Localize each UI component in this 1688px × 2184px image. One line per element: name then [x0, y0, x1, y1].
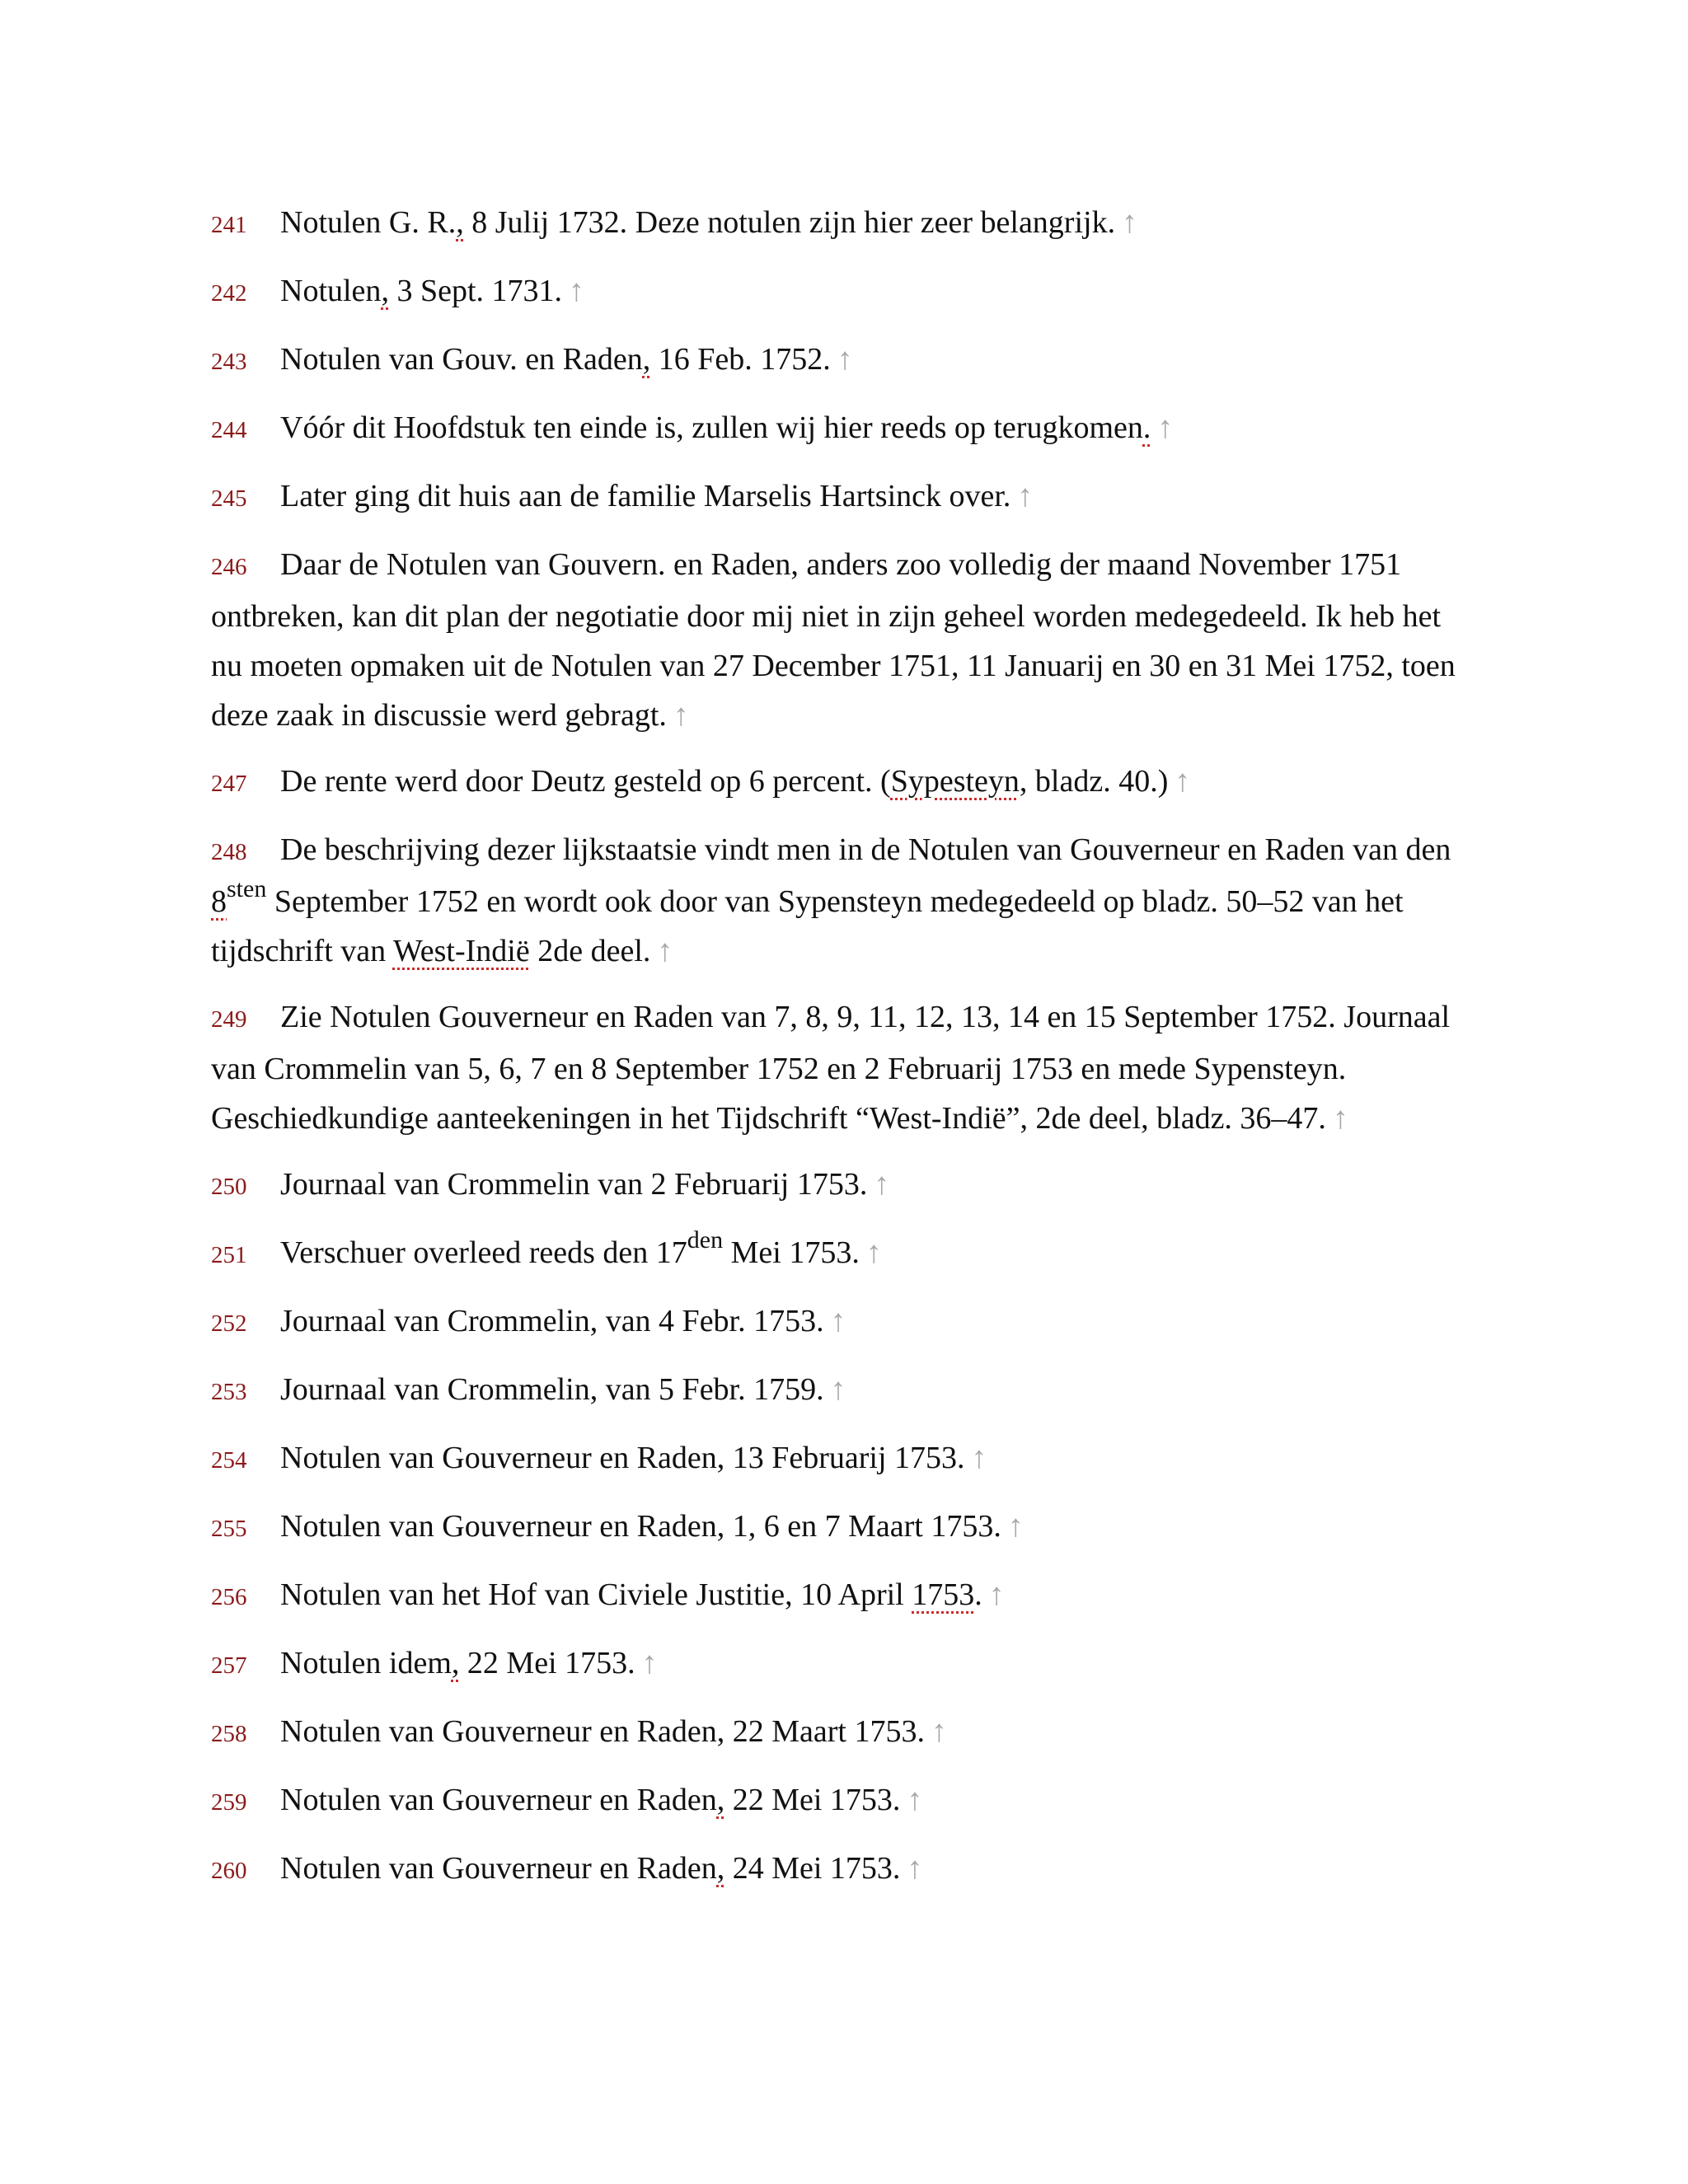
footnote-text: . [974, 1577, 982, 1612]
footnote-number-link[interactable]: 253 [211, 1379, 247, 1405]
footnote-text: De rente werd door Deutz gesteld op 6 percent. ( [280, 764, 891, 799]
footnote-text: Notulen G. R. [280, 205, 457, 240]
footnote [211, 403, 1464, 455]
back-arrow-icon[interactable]: ↑ [1122, 205, 1138, 240]
footnote-text: Zie Notulen Gouverneur en Raden van 7, 8, 9, 11, 12, 13, 14 en 15 September 1752. Journaal van Crommelin van 5, 6, 7 en 8 September 1752 en 2 Februarij 1753 en mede Sypensteyn. Geschiedkundige aanteekeningen in het Tijdschrift “West-Indië”, 2de deel, bladz. 36–47. [211, 1000, 1451, 1136]
back-arrow-icon[interactable]: ↑ [865, 1235, 882, 1270]
footnote-text: Notulen [280, 274, 382, 308]
superscript-text: den [687, 1226, 724, 1254]
footnote [211, 1365, 1464, 1417]
back-arrow-icon[interactable]: ↑ [907, 1851, 923, 1886]
footnote-text: Notulen van Gouverneur en Raden, 22 Maart 1753. [280, 1714, 925, 1749]
back-arrow-icon[interactable]: ↑ [931, 1714, 947, 1749]
footnote-text: Mei 1753. [723, 1235, 860, 1270]
footnote [211, 471, 1464, 523]
marked-text: Sypesteyn [890, 764, 1020, 799]
footnote-text: Journaal van Crommelin van 2 Februarij 1753. [280, 1167, 868, 1202]
footnote [211, 1707, 1464, 1759]
footnote [211, 198, 1464, 250]
footnote-number-link[interactable]: 242 [211, 280, 247, 307]
footnote [211, 540, 1464, 740]
footnote-number-link[interactable]: 241 [211, 212, 247, 238]
footnote-text: , bladz. 40.) [1019, 764, 1169, 799]
footnote [211, 1844, 1464, 1896]
back-arrow-icon[interactable]: ↑ [837, 342, 853, 377]
footnote-number-link[interactable]: 254 [211, 1447, 247, 1474]
footnote [211, 1775, 1464, 1827]
footnote-text: De beschrijving dezer lijkstaatsie vindt men in de Notulen van Gouverneur en Raden van den [280, 832, 1451, 867]
back-arrow-icon[interactable]: ↑ [1332, 1101, 1348, 1136]
footnote-text: Notulen idem [280, 1646, 452, 1680]
footnote-text: Notulen van Gouverneur en Raden [280, 1783, 717, 1817]
footnote [211, 1433, 1464, 1485]
footnote-text: Notulen van Gouverneur en Raden, 1, 6 en 7 Maart 1753. [280, 1509, 1001, 1544]
back-arrow-icon[interactable]: ↑ [971, 1441, 987, 1475]
footnote-text: 16 Feb. 1752. [650, 342, 831, 377]
footnote-number-link[interactable]: 260 [211, 1858, 247, 1884]
back-arrow-icon[interactable]: ↑ [830, 1372, 846, 1407]
marked-text: 1753 [912, 1577, 975, 1612]
footnote [211, 1502, 1464, 1554]
footnote-number-link[interactable]: 245 [211, 485, 247, 512]
marked-text: , [716, 1783, 725, 1817]
footnote-number-link[interactable]: 255 [211, 1516, 247, 1542]
footnote-number-link[interactable]: 257 [211, 1652, 247, 1679]
footnote-number-link[interactable]: 259 [211, 1789, 247, 1816]
footnote-text: Daar de Notulen van Gouvern. en Raden, anders zoo volledig der maand November 1751 ontbreken, kan dit plan der negotiatie door mij niet in zijn geheel worden medegedeeld. Ik heb het nu moeten opmaken uit de Notulen van 27 December 1751, 11 Januarij en 30 en 31 Mei 1752, toen deze zaak in discussie werd gebragt. [211, 547, 1456, 733]
footnote [211, 335, 1464, 387]
footnote-number-link[interactable]: 249 [211, 1006, 247, 1033]
footnote-number-link[interactable]: 244 [211, 417, 247, 443]
marked-text: , [642, 342, 651, 377]
marked-text: West-Indië [392, 934, 530, 968]
footnote-number-link[interactable]: 246 [211, 554, 247, 580]
footnote-text: Vóór dit Hoofdstuk ten einde is, zullen wij hier reeds op terugkomen [280, 410, 1143, 445]
footnote-text: September 1752 en wordt ook door van Sypensteyn medegedeeld op bladz. 50–52 van het tijdschrift van [211, 884, 1404, 968]
footnote [211, 1638, 1464, 1690]
footnote-list [211, 198, 1464, 1912]
back-arrow-icon[interactable]: ↑ [569, 274, 584, 308]
footnote-text: Notulen van Gouverneur en Raden, 13 Februarij 1753. [280, 1441, 965, 1475]
footnote-number-link[interactable]: 250 [211, 1174, 247, 1200]
back-arrow-icon[interactable]: ↑ [988, 1577, 1005, 1612]
footnote-text: 3 Sept. 1731. [388, 274, 562, 308]
back-arrow-icon[interactable]: ↑ [1157, 410, 1174, 445]
marked-text: 8 [211, 884, 227, 919]
footnote-number-link[interactable]: 252 [211, 1310, 247, 1337]
footnote [211, 1296, 1464, 1348]
footnote-text: 8 Julij 1732. Deze notulen zijn hier zeer belangrijk. [463, 205, 1116, 240]
footnote-text: Journaal van Crommelin, van 5 Febr. 1759. [280, 1372, 824, 1407]
footnote [211, 825, 1464, 976]
footnote [211, 992, 1464, 1143]
footnote-text: Later ging dit huis aan de familie Marselis Hartsinck over. [280, 479, 1011, 513]
footnote-text: 22 Mei 1753. [724, 1783, 901, 1817]
superscript-text: sten [227, 875, 267, 902]
footnote-number-link[interactable]: 251 [211, 1242, 247, 1268]
footnote-number-link[interactable]: 247 [211, 771, 247, 797]
back-arrow-icon[interactable]: ↑ [1175, 764, 1191, 799]
footnote [211, 757, 1464, 808]
back-arrow-icon[interactable]: ↑ [657, 934, 673, 968]
footnote-text: 22 Mei 1753. [459, 1646, 635, 1680]
back-arrow-icon[interactable]: ↑ [874, 1167, 890, 1202]
back-arrow-icon[interactable]: ↑ [907, 1783, 923, 1817]
marked-text: , [716, 1851, 725, 1886]
footnote [211, 1570, 1464, 1622]
back-arrow-icon[interactable]: ↑ [1007, 1509, 1024, 1544]
footnote-text: 24 Mei 1753. [724, 1851, 901, 1886]
back-arrow-icon[interactable]: ↑ [641, 1646, 658, 1680]
footnote-text: Notulen van Gouverneur en Raden [280, 1851, 717, 1886]
back-arrow-icon[interactable]: ↑ [673, 698, 689, 733]
back-arrow-icon[interactable]: ↑ [1017, 479, 1034, 513]
footnote-text: 2de deel. [529, 934, 651, 968]
footnote [211, 1228, 1464, 1280]
footnote-text: Notulen van het Hof van Civiele Justitie, 10 April [280, 1577, 912, 1612]
footnote-number-link[interactable]: 256 [211, 1584, 247, 1610]
footnote-text: Journaal van Crommelin, van 4 Febr. 1753. [280, 1304, 824, 1338]
marked-text: . [1142, 410, 1151, 445]
marked-text: , [451, 1646, 460, 1680]
footnote [211, 1160, 1464, 1212]
marked-text: , [456, 205, 464, 240]
marked-text: , [381, 274, 389, 308]
footnote-text: Verschuer overleed reeds den 17 [280, 1235, 687, 1270]
footnote-number-link[interactable]: 248 [211, 839, 247, 865]
footnote-number-link[interactable]: 243 [211, 349, 247, 375]
footnote-number-link[interactable]: 258 [211, 1721, 247, 1747]
footnote [211, 266, 1464, 318]
footnote-text: Notulen van Gouv. en Raden [280, 342, 643, 377]
back-arrow-icon[interactable]: ↑ [830, 1304, 846, 1338]
